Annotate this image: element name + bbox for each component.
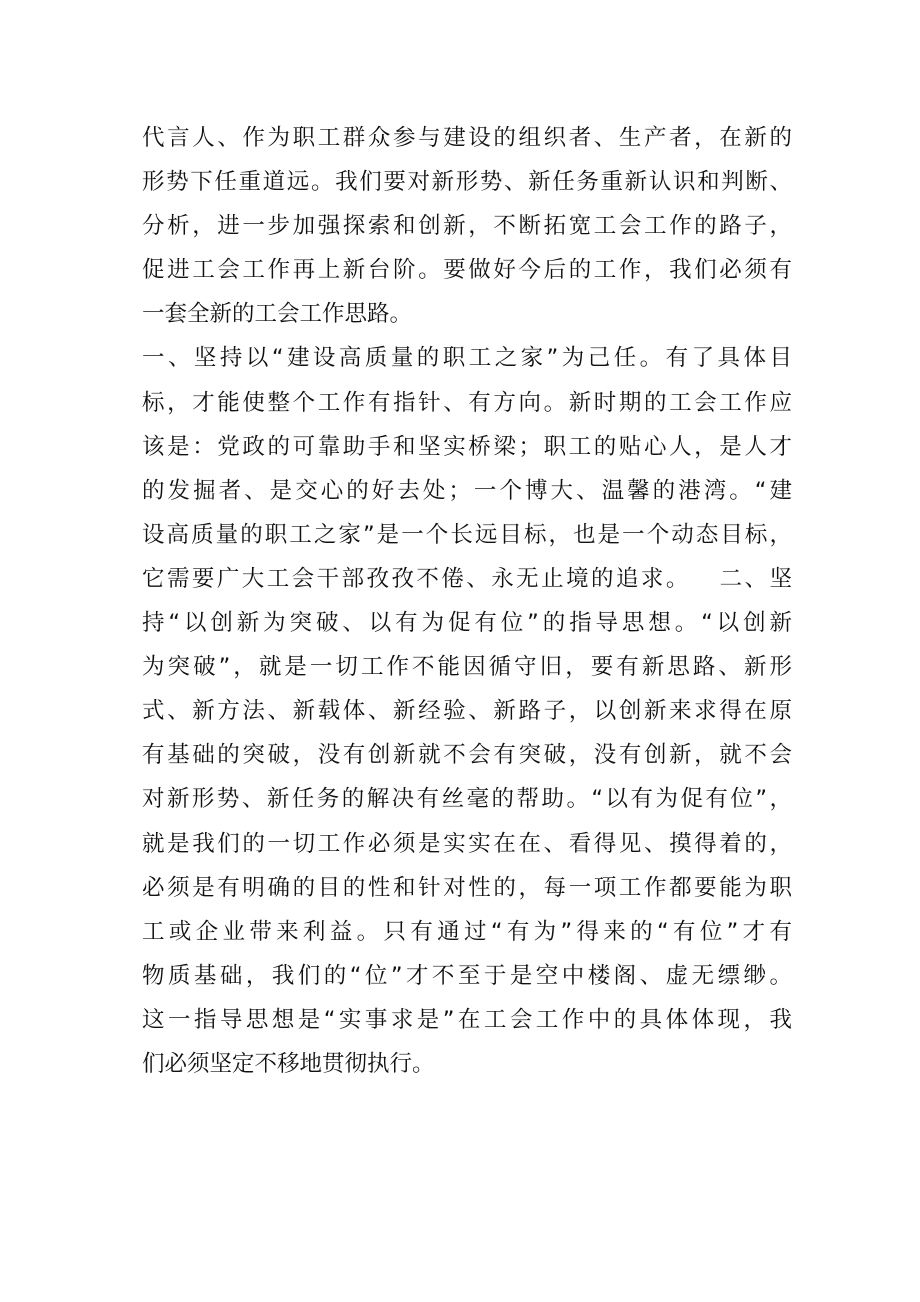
text-line: 有基础的突破，没有创新就不会有突破，没有创新，就不会 (142, 742, 792, 769)
text-line: 一、坚持以“建设高质量的职工之家”为己任。有了具体目 (142, 345, 792, 372)
text-line: 促进工会工作再上新台阶。要做好今后的工作，我们必须有 (142, 257, 792, 284)
body-text (142, 116, 792, 1086)
text-line: 形势下任重道远。我们要对新形势、新任务重新认识和判断、 (142, 169, 792, 196)
text-line: 们必须坚定不移地贯彻执行。 (142, 1050, 435, 1077)
text-line: 代言人、作为职工群众参与建设的组织者、生产者，在新的 (142, 125, 792, 151)
text-line: 的发掘者、是交心的好去处；一个博大、温馨的港湾。“建 (142, 477, 792, 504)
text-line: 物质基础，我们的“位”才不至于是空中楼阁、虚无缥缈。 (142, 962, 792, 989)
text-line: 式、新方法、新载体、新经验、新路子，以创新来求得在原 (142, 698, 792, 725)
text-line: 分析，进一步加强探索和创新，不断拓宽工会工作的路子， (142, 213, 792, 240)
text-line: 设高质量的职工之家”是一个长远目标，也是一个动态目标， (142, 521, 792, 548)
text-line: 该是：党政的可靠助手和坚实桥梁；职工的贴心人，是人才 (142, 433, 792, 460)
text-line: 工或企业带来利益。只有通过“有为”得来的“有位”才有 (142, 918, 792, 945)
text-line: 这一指导思想是“实事求是”在工会工作中的具体体现，我 (142, 1006, 792, 1033)
text-line: 为突破”，就是一切工作不能因循守旧，要有新思路、新形 (142, 654, 792, 681)
text-line: 一套全新的工会工作思路。 (142, 301, 413, 328)
text-line: 必须是有明确的目的性和针对性的，每一项工作都要能为职 (142, 874, 792, 901)
text-line: 就是我们的一切工作必须是实实在在、看得见、摸得着的， (142, 830, 792, 857)
text-line: 持“以创新为突破、以有为促有位”的指导思想。“以创新 (142, 610, 792, 637)
text-line: 它需要广大工会干部孜孜不倦、永无止境的追求。 二、坚 (142, 565, 792, 592)
text-line: 标，才能使整个工作有指针、有方向。新时期的工会工作应 (142, 389, 792, 416)
text-line: 对新形势、新任务的解决有丝毫的帮助。“以有为促有位”， (142, 786, 792, 813)
